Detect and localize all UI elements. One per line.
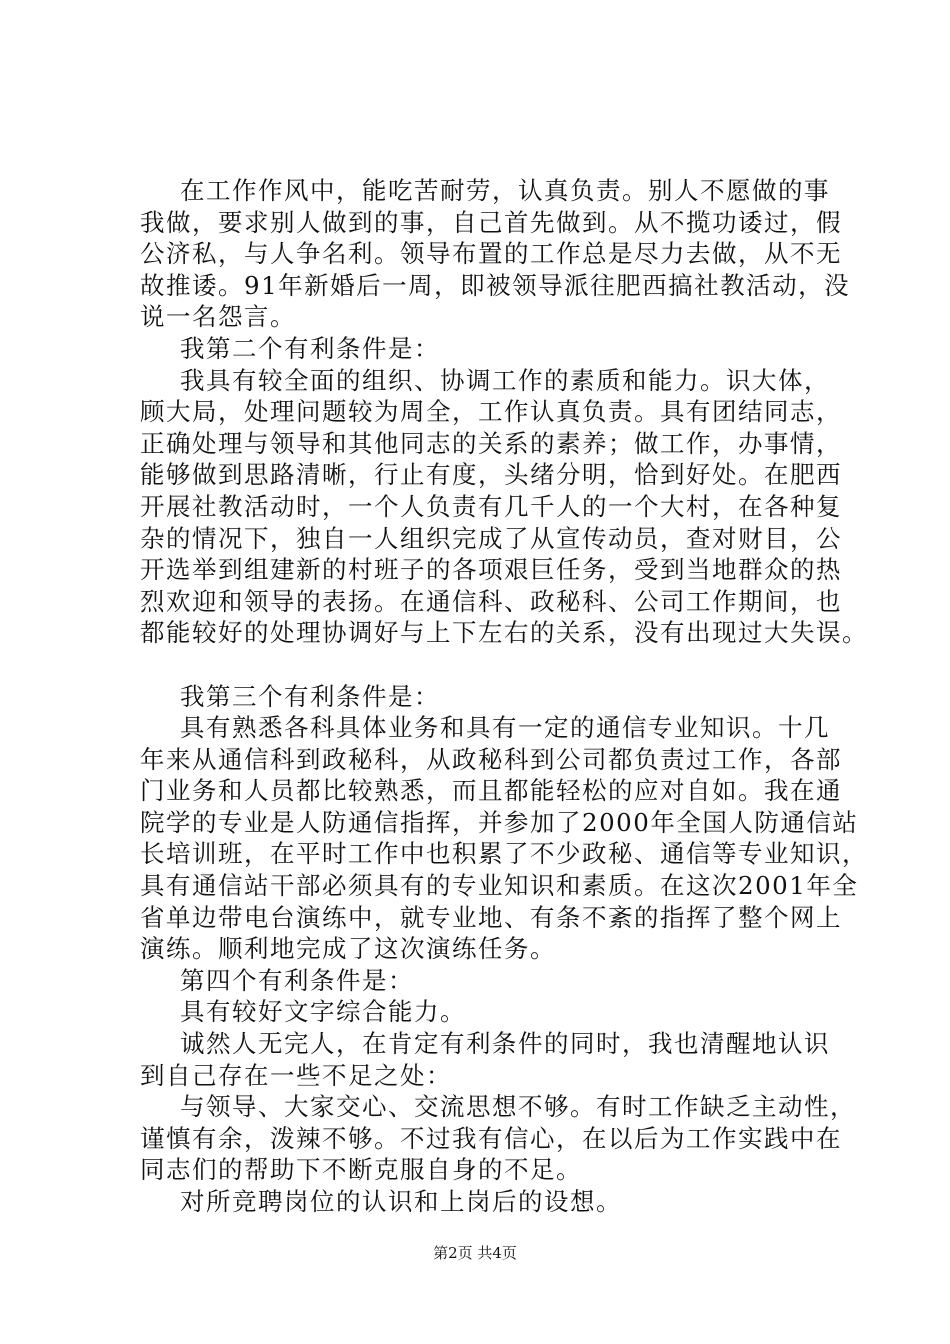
section-heading: 我第二个有利条件是： xyxy=(180,333,440,363)
section-heading: 我第三个有利条件是： xyxy=(180,681,440,711)
section-heading: 第四个有利条件是： xyxy=(180,965,414,995)
text-line: 能够做到思路清晰，行止有度，头绪分明，恰到好处。在肥西 xyxy=(140,460,842,490)
text-line: 我做，要求别人做到的事，自己首先做到。从不揽功诿过，假 xyxy=(140,207,842,237)
text-line: 门业务和人员都比较熟悉，而且都能轻松的应对自如。我在通 xyxy=(140,776,842,806)
text-line: 故推诿。91年新婚后一周，即被领导派往肥西搞社教活动，没 xyxy=(140,270,851,300)
text-line: 都能较好的处理协调好与上下左右的关系，没有出现过大失误。 xyxy=(140,618,868,648)
text-line: 公济私，与人争名利。领导布置的工作总是尽力去做，从不无 xyxy=(140,239,842,269)
text-line: 开选举到组建新的村班子的各项艰巨任务，受到当地群众的热 xyxy=(140,555,842,585)
text-line: 到自己存在一些不足之处： xyxy=(140,1060,452,1090)
text-line: 我具有较全面的组织、协调工作的素质和能力。识大体， xyxy=(180,365,830,395)
text-line: 谨慎有余，泼辣不够。不过我有信心，在以后为工作实践中在 xyxy=(140,1123,842,1153)
text-line: 在工作作风中，能吃苦耐劳，认真负责。别人不愿做的事 xyxy=(180,176,830,205)
text-line: 具有通信站干部必须具有的专业知识和素质。在这次2001年全 xyxy=(140,871,859,901)
text-line: 长培训班，在平时工作中也积累了不少政秘、通信等专业知识， xyxy=(140,839,868,869)
text-line: 演练。顺利地完成了这次演练任务。 xyxy=(140,934,556,964)
text-line: 具有较好文字综合能力。 xyxy=(180,997,466,1027)
text-line: 具有熟悉各科具体业务和具有一定的通信专业知识。十几 xyxy=(180,713,830,743)
text-line: 省单边带电台演练中，就专业地、有条不紊的指挥了整个网上 xyxy=(140,902,842,932)
text-line: 说一名怨言。 xyxy=(140,302,296,332)
text-line: 院学的专业是人防通信指挥，并参加了2000年全国人防通信站 xyxy=(140,807,859,837)
text-line: 杂的情况下，独自一人组织完成了从宣传动员，查对财目，公 xyxy=(140,523,842,553)
paragraph-gap xyxy=(140,649,840,681)
text-line: 诚然人无完人，在肯定有利条件的同时，我也清醒地认识 xyxy=(180,1029,830,1059)
document-body xyxy=(140,175,868,1218)
text-line: 开展社教活动时，一个人负责有几千人的一个大村，在各种复 xyxy=(140,491,842,521)
text-line: 年来从通信科到政秘科，从政秘科到公司都负责过工作，各部 xyxy=(140,744,842,774)
text-line: 同志们的帮助下不断克服自身的不足。 xyxy=(140,1155,582,1185)
text-line: 正确处理与领导和其他同志的关系的素养；做工作，办事情， xyxy=(140,428,842,458)
section-heading: 对所竞聘岗位的认识和上岗后的设想。 xyxy=(180,1187,622,1216)
text-line: 烈欢迎和领导的表扬。在通信科、政秘科、公司工作期间，也 xyxy=(140,586,842,616)
page-number-footer: 第2页 共4页 xyxy=(433,1244,517,1262)
text-line: 与领导、大家交心、交流思想不够。有时工作缺乏主动性， xyxy=(180,1092,856,1122)
text-line: 顾大局，处理问题较为周全，工作认真负责。具有团结同志， xyxy=(140,397,842,427)
